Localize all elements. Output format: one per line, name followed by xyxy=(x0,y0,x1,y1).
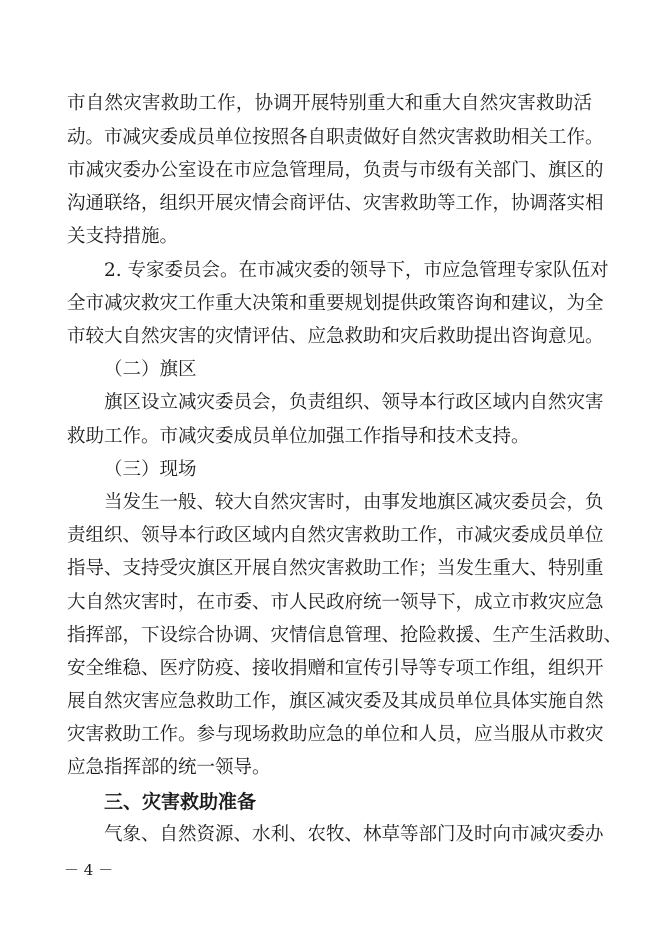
page-number: － 4 － xyxy=(64,861,114,879)
paragraph-line: 关支持措施。 xyxy=(67,226,179,247)
paragraph-line: 市自然灾害救助工作，协调开展特别重大和重大自然灾害救助活 xyxy=(67,93,592,114)
paragraph-line: 应急指挥部的统一领导。 xyxy=(67,757,271,778)
paragraph-line: 指挥部，下设综合协调、灾情信息管理、抢险救援、生产生活救助、 xyxy=(67,625,623,646)
paragraph-line: 气象、自然资源、水利、农牧、林草等部门及时向市减灾委办 xyxy=(104,824,604,845)
paragraph-line: 市较大自然灾害的灾情评估、应急救助和灾后救助提出咨询意见。 xyxy=(67,326,604,347)
paragraph-line: 展自然灾害应急救助工作，旗区减灾委及其成员单位具体实施自然 xyxy=(67,691,604,712)
paragraph-line: 2. 专家委员会。在市减灾委的领导下，市应急管理专家队伍对 xyxy=(104,260,609,281)
paragraph-line: 动。市减灾委成员单位按照各自职责做好自然灾害救助相关工作。 xyxy=(67,127,604,148)
paragraph-line: 旗区设立减灾委员会，负责组织、领导本行政区域内自然灾害 xyxy=(104,392,604,413)
section-heading: 三、灾害救助准备 xyxy=(104,791,257,813)
paragraph-line: 全市减灾救灾工作重大决策和重要规划提供政策咨询和建议，为全 xyxy=(67,293,604,314)
paragraph-line: 责组织、领导本行政区域内自然灾害救助工作，市减灾委成员单位 xyxy=(67,525,604,546)
paragraph-line: 救助工作。市减灾委成员单位加强工作指导和技术支持。 xyxy=(67,426,530,447)
paragraph-line: 安全维稳、医疗防疫、接收捐赠和宣传引导等专项工作组，组织开 xyxy=(67,658,604,679)
subsection-heading-site: （三）现场 xyxy=(104,459,197,480)
paragraph-line: 当发生一般、较大自然灾害时，由事发地旗区减灾委员会，负 xyxy=(104,492,604,513)
paragraph-line: 市减灾委办公室设在市应急管理局，负责与市级有关部门、旗区的 xyxy=(67,160,604,181)
paragraph-line: 沟通联络，组织开展灾情会商评估、灾害救助等工作，协调落实相 xyxy=(67,193,604,214)
subsection-heading-banner: （二）旗区 xyxy=(104,359,197,380)
paragraph-line: 指导、支持受灾旗区开展自然灾害救助工作；当发生重大、特别重 xyxy=(67,558,604,579)
paragraph-line: 大自然灾害时，在市委、市人民政府统一领导下，成立市救灾应急 xyxy=(67,592,604,613)
paragraph-line: 灾害救助工作。参与现场救助应急的单位和人员，应当服从市救灾 xyxy=(67,724,604,745)
